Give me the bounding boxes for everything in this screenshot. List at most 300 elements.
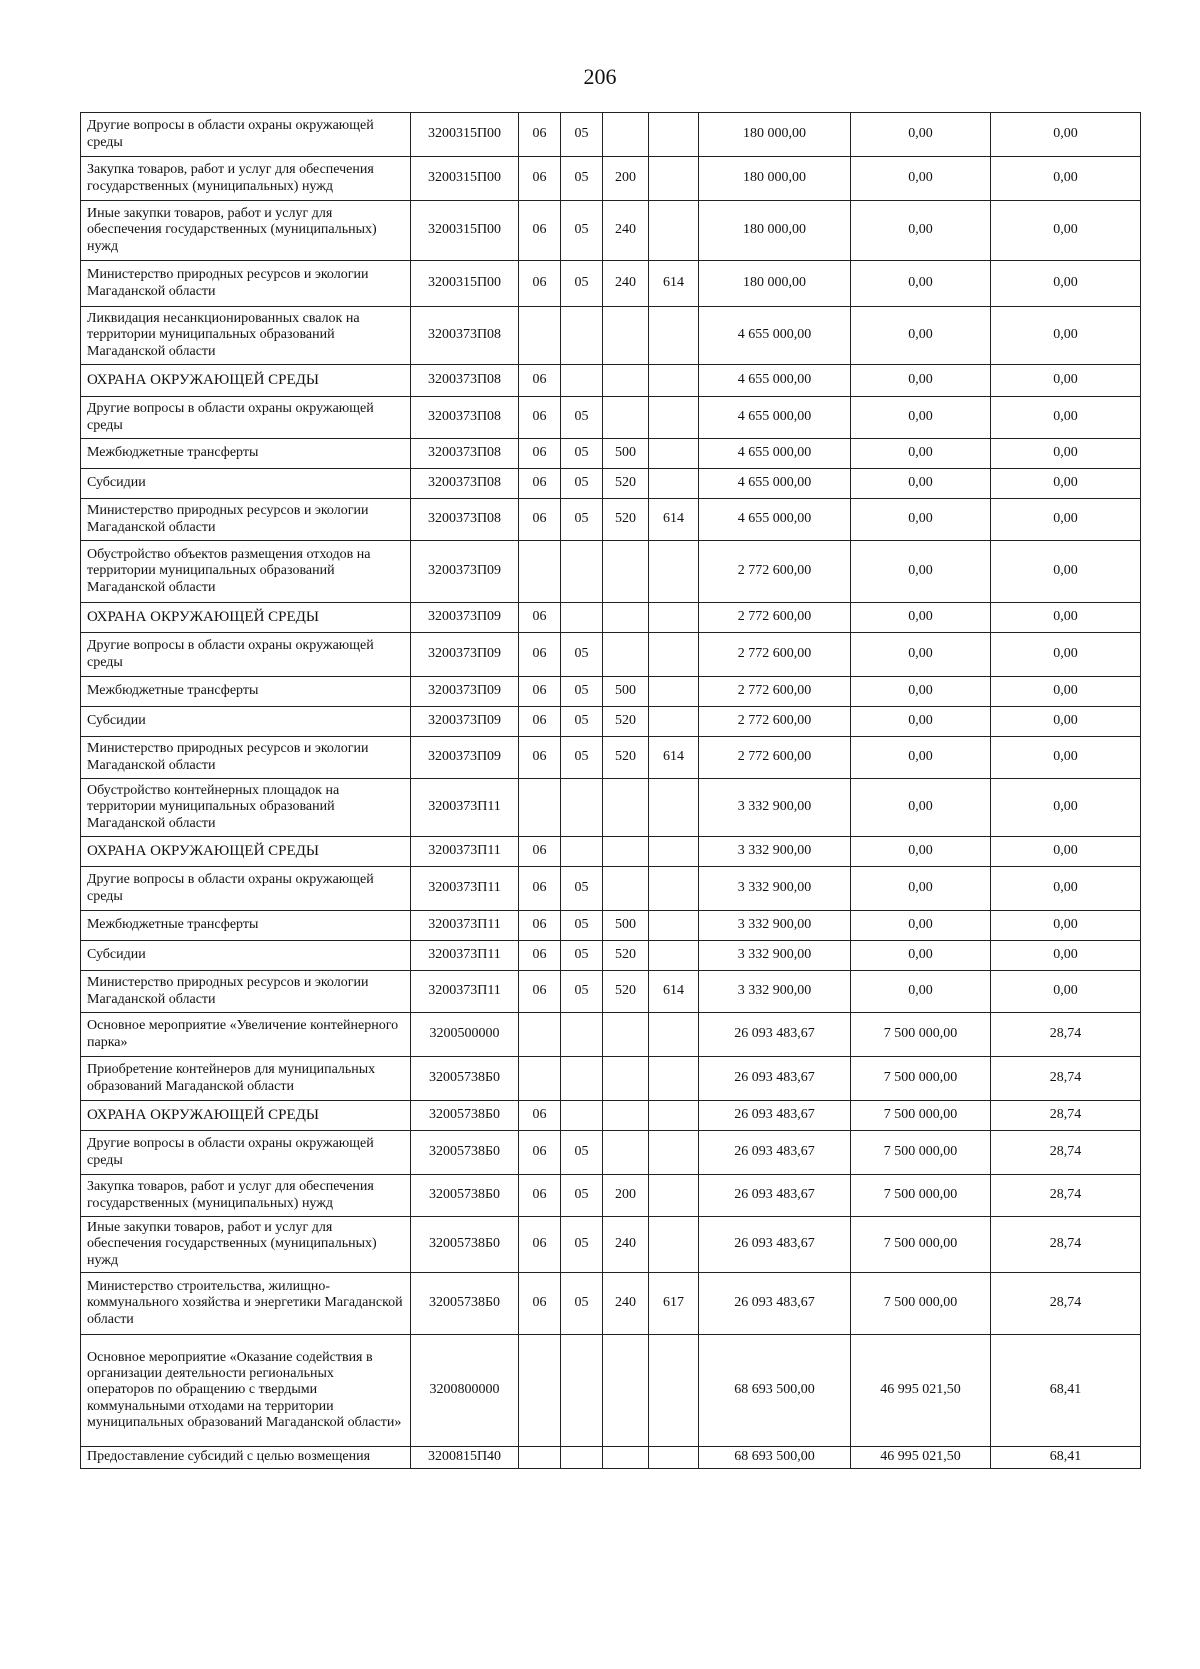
row-section — [519, 541, 561, 603]
row-plan-amount: 26 093 483,67 — [699, 1057, 851, 1101]
row-expense-type — [603, 1131, 649, 1175]
row-section: 06 — [519, 971, 561, 1013]
row-percent: 28,74 — [991, 1131, 1141, 1175]
row-percent: 28,74 — [991, 1175, 1141, 1217]
row-plan-amount: 26 093 483,67 — [699, 1013, 851, 1057]
row-fact-amount: 0,00 — [851, 201, 991, 261]
row-code: 32005738Б0 — [411, 1057, 519, 1101]
row-section: 06 — [519, 837, 561, 867]
row-fact-amount: 0,00 — [851, 941, 991, 971]
row-admin-code: 614 — [649, 499, 699, 541]
row-name: Субсидии — [81, 707, 411, 737]
row-admin-code — [649, 603, 699, 633]
row-section: 06 — [519, 499, 561, 541]
row-fact-amount: 7 500 000,00 — [851, 1273, 991, 1335]
row-admin-code — [649, 1217, 699, 1273]
row-section: 06 — [519, 911, 561, 941]
row-percent: 0,00 — [991, 499, 1141, 541]
row-subsection — [561, 307, 603, 365]
row-expense-type — [603, 113, 649, 157]
row-admin-code — [649, 397, 699, 439]
row-fact-amount: 0,00 — [851, 307, 991, 365]
row-admin-code: 614 — [649, 971, 699, 1013]
table-row — [81, 201, 1141, 261]
row-expense-type — [603, 603, 649, 633]
row-admin-code — [649, 307, 699, 365]
row-expense-type — [603, 633, 649, 677]
row-section: 06 — [519, 1217, 561, 1273]
row-fact-amount: 7 500 000,00 — [851, 1175, 991, 1217]
table-row — [81, 469, 1141, 499]
row-code: 3200373П09 — [411, 603, 519, 633]
row-name: Обустройство контейнерных площадок на территории муниципальных образований Магаданской области — [81, 779, 411, 837]
row-plan-amount: 180 000,00 — [699, 261, 851, 307]
row-name: Субсидии — [81, 469, 411, 499]
row-fact-amount: 7 500 000,00 — [851, 1217, 991, 1273]
row-fact-amount: 7 500 000,00 — [851, 1101, 991, 1131]
row-plan-amount: 68 693 500,00 — [699, 1447, 851, 1469]
row-subsection: 05 — [561, 707, 603, 737]
row-expense-type: 500 — [603, 911, 649, 941]
row-percent: 28,74 — [991, 1057, 1141, 1101]
table-row — [81, 941, 1141, 971]
row-percent: 0,00 — [991, 201, 1141, 261]
row-name: Иные закупки товаров, работ и услуг для обеспечения государственных (муниципальных) нужд — [81, 1217, 411, 1273]
row-subsection — [561, 1335, 603, 1447]
row-fact-amount: 0,00 — [851, 737, 991, 779]
row-percent: 0,00 — [991, 469, 1141, 499]
row-name: Министерство природных ресурсов и экологии Магаданской области — [81, 499, 411, 541]
row-section: 06 — [519, 439, 561, 469]
table-row — [81, 1131, 1141, 1175]
row-subsection: 05 — [561, 469, 603, 499]
row-subsection — [561, 837, 603, 867]
row-name: Межбюджетные трансферты — [81, 439, 411, 469]
row-name: ОХРАНА ОКРУЖАЮЩЕЙ СРЕДЫ — [81, 603, 411, 633]
row-percent: 0,00 — [991, 737, 1141, 779]
row-code: 3200373П08 — [411, 365, 519, 397]
row-code: 3200373П11 — [411, 911, 519, 941]
row-fact-amount: 0,00 — [851, 365, 991, 397]
row-code: 3200373П08 — [411, 469, 519, 499]
row-subsection: 05 — [561, 201, 603, 261]
row-admin-code — [649, 113, 699, 157]
row-admin-code — [649, 837, 699, 867]
row-plan-amount: 4 655 000,00 — [699, 469, 851, 499]
row-code: 3200315П00 — [411, 261, 519, 307]
table-row — [81, 307, 1141, 365]
row-percent: 0,00 — [991, 911, 1141, 941]
row-section: 06 — [519, 201, 561, 261]
row-fact-amount: 0,00 — [851, 779, 991, 837]
row-code: 3200373П11 — [411, 837, 519, 867]
row-expense-type — [603, 1335, 649, 1447]
row-fact-amount: 0,00 — [851, 499, 991, 541]
row-expense-type — [603, 837, 649, 867]
row-section: 06 — [519, 469, 561, 499]
row-percent: 0,00 — [991, 541, 1141, 603]
row-percent: 0,00 — [991, 837, 1141, 867]
table-row — [81, 867, 1141, 911]
row-plan-amount: 2 772 600,00 — [699, 737, 851, 779]
row-subsection: 05 — [561, 1217, 603, 1273]
row-code: 3200373П11 — [411, 867, 519, 911]
row-plan-amount: 4 655 000,00 — [699, 397, 851, 439]
row-percent: 28,74 — [991, 1101, 1141, 1131]
row-section: 06 — [519, 113, 561, 157]
row-plan-amount: 2 772 600,00 — [699, 707, 851, 737]
table-row — [81, 1101, 1141, 1131]
row-name: Обустройство объектов размещения отходов на территории муниципальных образований Магаданской области — [81, 541, 411, 603]
row-expense-type — [603, 1447, 649, 1469]
row-fact-amount: 0,00 — [851, 707, 991, 737]
row-name: Субсидии — [81, 941, 411, 971]
row-code: 32005738Б0 — [411, 1217, 519, 1273]
table-row — [81, 541, 1141, 603]
row-section: 06 — [519, 157, 561, 201]
row-admin-code — [649, 365, 699, 397]
row-name: Межбюджетные трансферты — [81, 911, 411, 941]
table-row — [81, 677, 1141, 707]
row-plan-amount: 3 332 900,00 — [699, 779, 851, 837]
row-subsection: 05 — [561, 499, 603, 541]
row-name: Закупка товаров, работ и услуг для обеспечения государственных (муниципальных) нужд — [81, 1175, 411, 1217]
row-fact-amount: 0,00 — [851, 469, 991, 499]
row-expense-type — [603, 1101, 649, 1131]
row-admin-code — [649, 1175, 699, 1217]
row-code: 3200800000 — [411, 1335, 519, 1447]
row-plan-amount: 4 655 000,00 — [699, 439, 851, 469]
row-name: Министерство природных ресурсов и экологии Магаданской области — [81, 737, 411, 779]
table-row — [81, 779, 1141, 837]
row-expense-type: 520 — [603, 737, 649, 779]
row-fact-amount: 0,00 — [851, 971, 991, 1013]
row-percent: 68,41 — [991, 1335, 1141, 1447]
row-name: ОХРАНА ОКРУЖАЮЩЕЙ СРЕДЫ — [81, 1101, 411, 1131]
row-name: ОХРАНА ОКРУЖАЮЩЕЙ СРЕДЫ — [81, 365, 411, 397]
row-expense-type: 520 — [603, 941, 649, 971]
row-fact-amount: 0,00 — [851, 113, 991, 157]
row-expense-type: 200 — [603, 1175, 649, 1217]
row-code: 3200315П00 — [411, 201, 519, 261]
row-name: Министерство природных ресурсов и экологии Магаданской области — [81, 971, 411, 1013]
row-section: 06 — [519, 867, 561, 911]
row-plan-amount: 26 093 483,67 — [699, 1131, 851, 1175]
row-expense-type — [603, 365, 649, 397]
row-code: 32005738Б0 — [411, 1273, 519, 1335]
row-section — [519, 1447, 561, 1469]
row-expense-type: 520 — [603, 971, 649, 1013]
row-subsection — [561, 1101, 603, 1131]
table-row — [81, 837, 1141, 867]
row-plan-amount: 2 772 600,00 — [699, 541, 851, 603]
row-name: Другие вопросы в области охраны окружающей среды — [81, 397, 411, 439]
row-percent: 0,00 — [991, 397, 1141, 439]
row-subsection: 05 — [561, 397, 603, 439]
row-name: Другие вопросы в области охраны окружающей среды — [81, 1131, 411, 1175]
row-admin-code: 617 — [649, 1273, 699, 1335]
row-plan-amount: 3 332 900,00 — [699, 971, 851, 1013]
row-expense-type — [603, 397, 649, 439]
row-admin-code — [649, 1101, 699, 1131]
row-admin-code: 614 — [649, 261, 699, 307]
row-percent: 28,74 — [991, 1013, 1141, 1057]
row-section: 06 — [519, 1101, 561, 1131]
row-percent: 0,00 — [991, 707, 1141, 737]
row-expense-type: 240 — [603, 261, 649, 307]
table-row — [81, 1335, 1141, 1447]
row-percent: 0,00 — [991, 971, 1141, 1013]
row-fact-amount: 0,00 — [851, 603, 991, 633]
row-code: 3200373П08 — [411, 397, 519, 439]
row-code: 3200373П11 — [411, 779, 519, 837]
table-row — [81, 1175, 1141, 1217]
row-expense-type — [603, 307, 649, 365]
row-fact-amount: 7 500 000,00 — [851, 1057, 991, 1101]
row-section: 06 — [519, 633, 561, 677]
row-expense-type — [603, 541, 649, 603]
row-subsection: 05 — [561, 633, 603, 677]
row-section: 06 — [519, 365, 561, 397]
table-row — [81, 499, 1141, 541]
table-row — [81, 261, 1141, 307]
row-percent: 0,00 — [991, 867, 1141, 911]
row-fact-amount: 0,00 — [851, 633, 991, 677]
row-plan-amount: 26 093 483,67 — [699, 1217, 851, 1273]
table-row — [81, 971, 1141, 1013]
row-name: Другие вопросы в области охраны окружающей среды — [81, 867, 411, 911]
row-admin-code — [649, 1335, 699, 1447]
row-admin-code: 614 — [649, 737, 699, 779]
row-code: 3200373П09 — [411, 541, 519, 603]
row-subsection: 05 — [561, 439, 603, 469]
row-plan-amount: 26 093 483,67 — [699, 1175, 851, 1217]
row-plan-amount: 4 655 000,00 — [699, 499, 851, 541]
row-admin-code — [649, 633, 699, 677]
row-admin-code — [649, 439, 699, 469]
row-expense-type: 520 — [603, 499, 649, 541]
row-admin-code — [649, 1057, 699, 1101]
row-section: 06 — [519, 603, 561, 633]
row-code: 3200315П00 — [411, 157, 519, 201]
row-section: 06 — [519, 1131, 561, 1175]
row-subsection: 05 — [561, 971, 603, 1013]
row-admin-code — [649, 677, 699, 707]
row-admin-code — [649, 1447, 699, 1469]
row-admin-code — [649, 1013, 699, 1057]
budget-table — [80, 112, 1141, 1469]
row-subsection — [561, 541, 603, 603]
row-section: 06 — [519, 1175, 561, 1217]
row-percent: 28,74 — [991, 1217, 1141, 1273]
row-percent: 0,00 — [991, 307, 1141, 365]
row-code: 3200373П11 — [411, 971, 519, 1013]
row-percent: 0,00 — [991, 633, 1141, 677]
row-code: 3200373П08 — [411, 439, 519, 469]
row-code: 3200373П09 — [411, 707, 519, 737]
row-admin-code — [649, 469, 699, 499]
row-expense-type — [603, 867, 649, 911]
table-row — [81, 157, 1141, 201]
row-subsection: 05 — [561, 677, 603, 707]
row-name: Межбюджетные трансферты — [81, 677, 411, 707]
row-admin-code — [649, 779, 699, 837]
table-row — [81, 911, 1141, 941]
row-code: 3200373П09 — [411, 677, 519, 707]
row-fact-amount: 7 500 000,00 — [851, 1013, 991, 1057]
row-plan-amount: 3 332 900,00 — [699, 911, 851, 941]
table-row — [81, 633, 1141, 677]
row-code: 3200373П08 — [411, 499, 519, 541]
row-fact-amount: 0,00 — [851, 837, 991, 867]
row-code: 3200500000 — [411, 1013, 519, 1057]
row-subsection: 05 — [561, 113, 603, 157]
row-name: Министерство природных ресурсов и экологии Магаданской области — [81, 261, 411, 307]
row-percent: 0,00 — [991, 365, 1141, 397]
table-row — [81, 1057, 1141, 1101]
row-name: Приобретение контейнеров для муниципальных образований Магаданской области — [81, 1057, 411, 1101]
row-expense-type — [603, 779, 649, 837]
row-fact-amount: 46 995 021,50 — [851, 1335, 991, 1447]
row-fact-amount: 0,00 — [851, 867, 991, 911]
row-subsection: 05 — [561, 941, 603, 971]
row-percent: 0,00 — [991, 677, 1141, 707]
row-code: 3200373П09 — [411, 633, 519, 677]
row-subsection: 05 — [561, 1131, 603, 1175]
row-fact-amount: 0,00 — [851, 439, 991, 469]
row-section: 06 — [519, 261, 561, 307]
row-plan-amount: 3 332 900,00 — [699, 941, 851, 971]
row-code: 3200815П40 — [411, 1447, 519, 1469]
row-plan-amount: 3 332 900,00 — [699, 867, 851, 911]
row-percent: 0,00 — [991, 157, 1141, 201]
row-name: Иные закупки товаров, работ и услуг для обеспечения государственных (муниципальных) нужд — [81, 201, 411, 261]
row-section — [519, 779, 561, 837]
row-admin-code — [649, 157, 699, 201]
row-fact-amount: 46 995 021,50 — [851, 1447, 991, 1469]
row-admin-code — [649, 867, 699, 911]
row-code: 32005738Б0 — [411, 1131, 519, 1175]
row-subsection: 05 — [561, 261, 603, 307]
row-name: Закупка товаров, работ и услуг для обеспечения государственных (муниципальных) нужд — [81, 157, 411, 201]
row-admin-code — [649, 541, 699, 603]
row-percent: 28,74 — [991, 1273, 1141, 1335]
row-name: Предоставление субсидий с целью возмещения — [81, 1447, 411, 1469]
row-percent: 0,00 — [991, 439, 1141, 469]
row-name: Ликвидация несанкционированных свалок на территории муниципальных образований Магаданской области — [81, 307, 411, 365]
row-subsection — [561, 1013, 603, 1057]
row-percent: 68,41 — [991, 1447, 1141, 1469]
row-plan-amount: 3 332 900,00 — [699, 837, 851, 867]
table-row — [81, 1447, 1141, 1469]
row-subsection: 05 — [561, 1273, 603, 1335]
table-row — [81, 397, 1141, 439]
row-section: 06 — [519, 397, 561, 439]
page-number: 206 — [583, 64, 617, 89]
row-admin-code — [649, 1131, 699, 1175]
row-percent: 0,00 — [991, 603, 1141, 633]
row-subsection — [561, 365, 603, 397]
row-subsection: 05 — [561, 737, 603, 779]
row-section — [519, 1057, 561, 1101]
row-expense-type: 520 — [603, 469, 649, 499]
row-subsection — [561, 779, 603, 837]
row-subsection: 05 — [561, 1175, 603, 1217]
row-expense-type: 240 — [603, 1217, 649, 1273]
row-fact-amount: 7 500 000,00 — [851, 1131, 991, 1175]
row-name: Другие вопросы в области охраны окружающей среды — [81, 633, 411, 677]
row-plan-amount: 4 655 000,00 — [699, 365, 851, 397]
row-expense-type: 500 — [603, 439, 649, 469]
row-name: Министерство строительства, жилищно-коммунального хозяйства и энергетики Магаданской области — [81, 1273, 411, 1335]
row-plan-amount: 180 000,00 — [699, 201, 851, 261]
row-section — [519, 1335, 561, 1447]
row-section — [519, 307, 561, 365]
row-subsection: 05 — [561, 911, 603, 941]
row-percent: 0,00 — [991, 941, 1141, 971]
row-expense-type — [603, 1057, 649, 1101]
table-row — [81, 603, 1141, 633]
row-admin-code — [649, 201, 699, 261]
table-row — [81, 707, 1141, 737]
row-subsection — [561, 1447, 603, 1469]
table-row — [81, 365, 1141, 397]
row-plan-amount: 68 693 500,00 — [699, 1335, 851, 1447]
row-fact-amount: 0,00 — [851, 261, 991, 307]
row-plan-amount: 2 772 600,00 — [699, 633, 851, 677]
row-section: 06 — [519, 677, 561, 707]
row-name: Основное мероприятие «Увеличение контейнерного парка» — [81, 1013, 411, 1057]
table-row — [81, 1217, 1141, 1273]
row-admin-code — [649, 911, 699, 941]
row-plan-amount: 2 772 600,00 — [699, 677, 851, 707]
row-plan-amount: 180 000,00 — [699, 113, 851, 157]
row-expense-type: 520 — [603, 707, 649, 737]
row-plan-amount: 4 655 000,00 — [699, 307, 851, 365]
row-plan-amount: 2 772 600,00 — [699, 603, 851, 633]
row-expense-type: 200 — [603, 157, 649, 201]
table-row — [81, 737, 1141, 779]
row-plan-amount: 26 093 483,67 — [699, 1101, 851, 1131]
row-code: 32005738Б0 — [411, 1101, 519, 1131]
row-code: 3200315П00 — [411, 113, 519, 157]
row-fact-amount: 0,00 — [851, 677, 991, 707]
row-plan-amount: 26 093 483,67 — [699, 1273, 851, 1335]
row-subsection — [561, 603, 603, 633]
row-percent: 0,00 — [991, 113, 1141, 157]
table-body — [81, 113, 1141, 1469]
row-fact-amount: 0,00 — [851, 157, 991, 201]
row-expense-type: 240 — [603, 201, 649, 261]
row-percent: 0,00 — [991, 261, 1141, 307]
row-code: 3200373П09 — [411, 737, 519, 779]
row-code: 3200373П08 — [411, 307, 519, 365]
row-section: 06 — [519, 941, 561, 971]
row-expense-type: 500 — [603, 677, 649, 707]
row-section: 06 — [519, 1273, 561, 1335]
row-fact-amount: 0,00 — [851, 541, 991, 603]
row-name: Основное мероприятие «Оказание содействия в организации деятельности региональных операторов по обращению с твердыми коммунальными отходами на территории муниципальных образований Магаданской области» — [81, 1335, 411, 1447]
table-row — [81, 113, 1141, 157]
row-name: ОХРАНА ОКРУЖАЮЩЕЙ СРЕДЫ — [81, 837, 411, 867]
row-admin-code — [649, 941, 699, 971]
row-code: 32005738Б0 — [411, 1175, 519, 1217]
row-admin-code — [649, 707, 699, 737]
row-section: 06 — [519, 707, 561, 737]
row-section — [519, 1013, 561, 1057]
row-subsection — [561, 1057, 603, 1101]
row-expense-type — [603, 1013, 649, 1057]
